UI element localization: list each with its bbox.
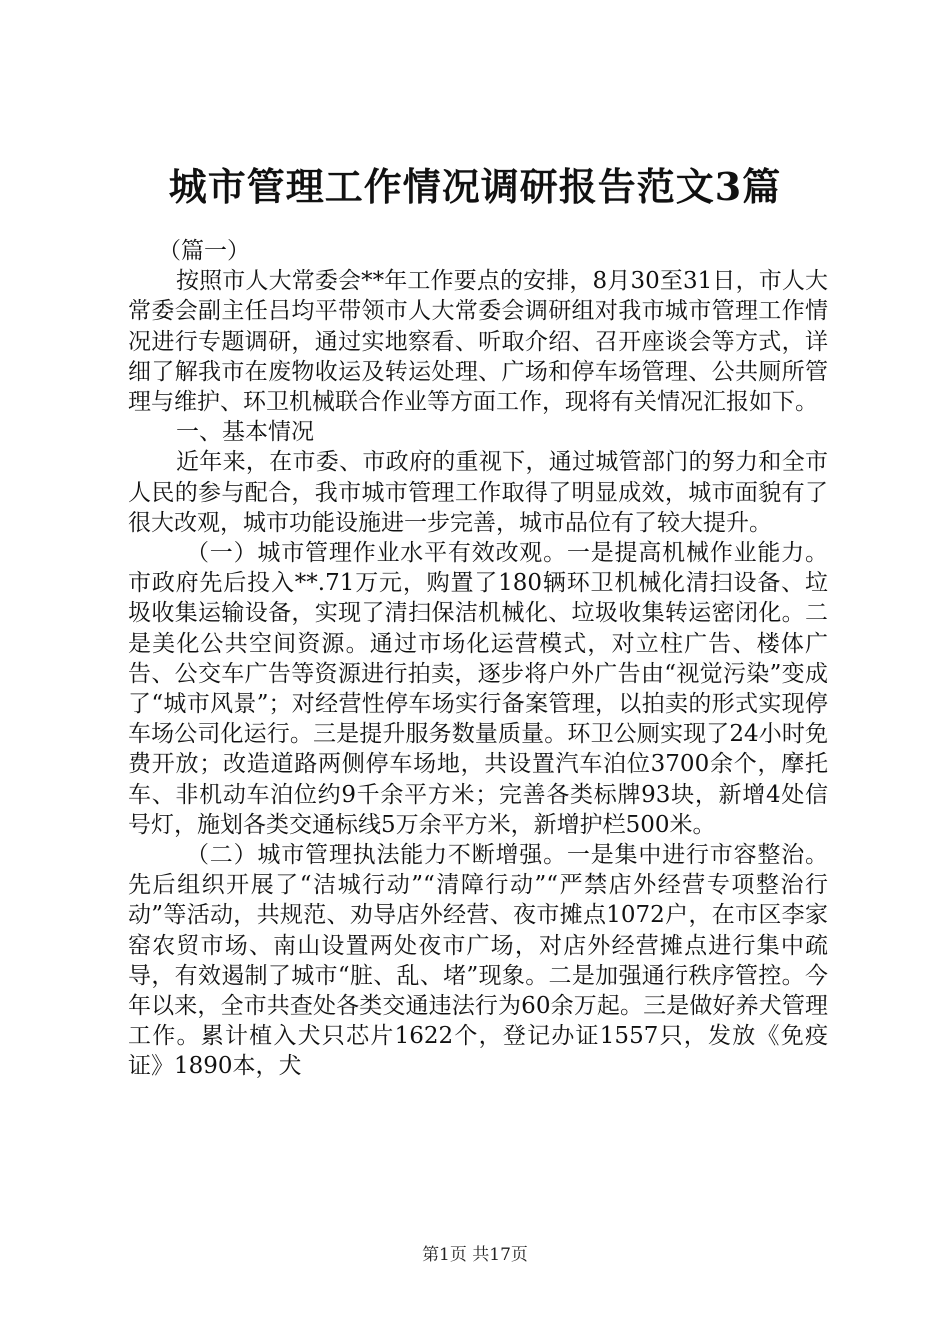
document-title: 城市管理工作情况调研报告范文3篇 bbox=[168, 164, 782, 209]
paragraph-overview: 近年来，在市委、市政府的重视下，通过城管部门的努力和全市人民的参与配合，我市城市管理工作取得了明显成效，城市面貌有了很大改观，城市功能设施进一步完善，城市品位有了较大提升。 bbox=[128, 449, 828, 536]
paragraph-subsection-1: （一）城市管理作业水平有效改观。一是提高机械作业能力。市政府先后投入**.71万元，购置了180辆环卫机械化清扫设备、垃圾收集运输设备，实现了清扫保洁机械化、垃圾收集转运密闭化。二是美化公共空间资源。通过市场化运营模式，对立柱广告、楼体广告、公交车广告等资源进行拍卖，逐步将户外广告由“视觉污染”变成了“城市风景”；对经营性停车场实行备案管理，以拍卖的形式实现停车场公司化运行。三是提升服务数量质量。环卫公厕实现了24小时免费开放；改造道路两侧停车场地，共设置汽车泊位3700余个，摩托车、非机动车泊位约9千余平方米；完善各类标牌93块，新增4处信号灯，施划各类交通标线5万余平方米，新增护栏500米。 bbox=[128, 540, 828, 838]
paragraph-intro: 按照市人大常委会**年工作要点的安排，8月30至31日，市人大常委会副主任吕均平带领市人大常委会调研组对我市城市管理工作情况进行专题调研，通过实地察看、听取介绍、召开座谈会等方式，详细了解我市在废物收运及转运处理、广场和停车场管理、公共厕所管理与维护、环卫机械联合作业等方面工作，现将有关情况汇报如下。 bbox=[128, 268, 828, 416]
section-label: （篇一） bbox=[158, 238, 250, 264]
heading-basic-situation: 一、基本情况 bbox=[176, 419, 314, 446]
page-footer: 第1页 共17页 bbox=[422, 1245, 528, 1265]
document-body bbox=[128, 236, 828, 1082]
paragraph-subsection-2: （二）城市管理执法能力不断增强。一是集中进行市容整治。先后组织开展了“洁城行动”“清障行动”“严禁店外经营专项整治行动”等活动，共规范、劝导店外经营、夜市摊点1072户，在市区李家窑农贸市场、南山设置两处夜市广场，对店外经营摊点进行集中疏导，有效遏制了城市“脏、乱、堵”现象。二是加强通行秩序管控。今年以来，全市共查处各类交通违法行为60余万起。三是做好养犬管理工作。累计植入犬只芯片1622个，登记办证1557只，发放《免疫证》1890本，犬 bbox=[128, 842, 828, 1080]
